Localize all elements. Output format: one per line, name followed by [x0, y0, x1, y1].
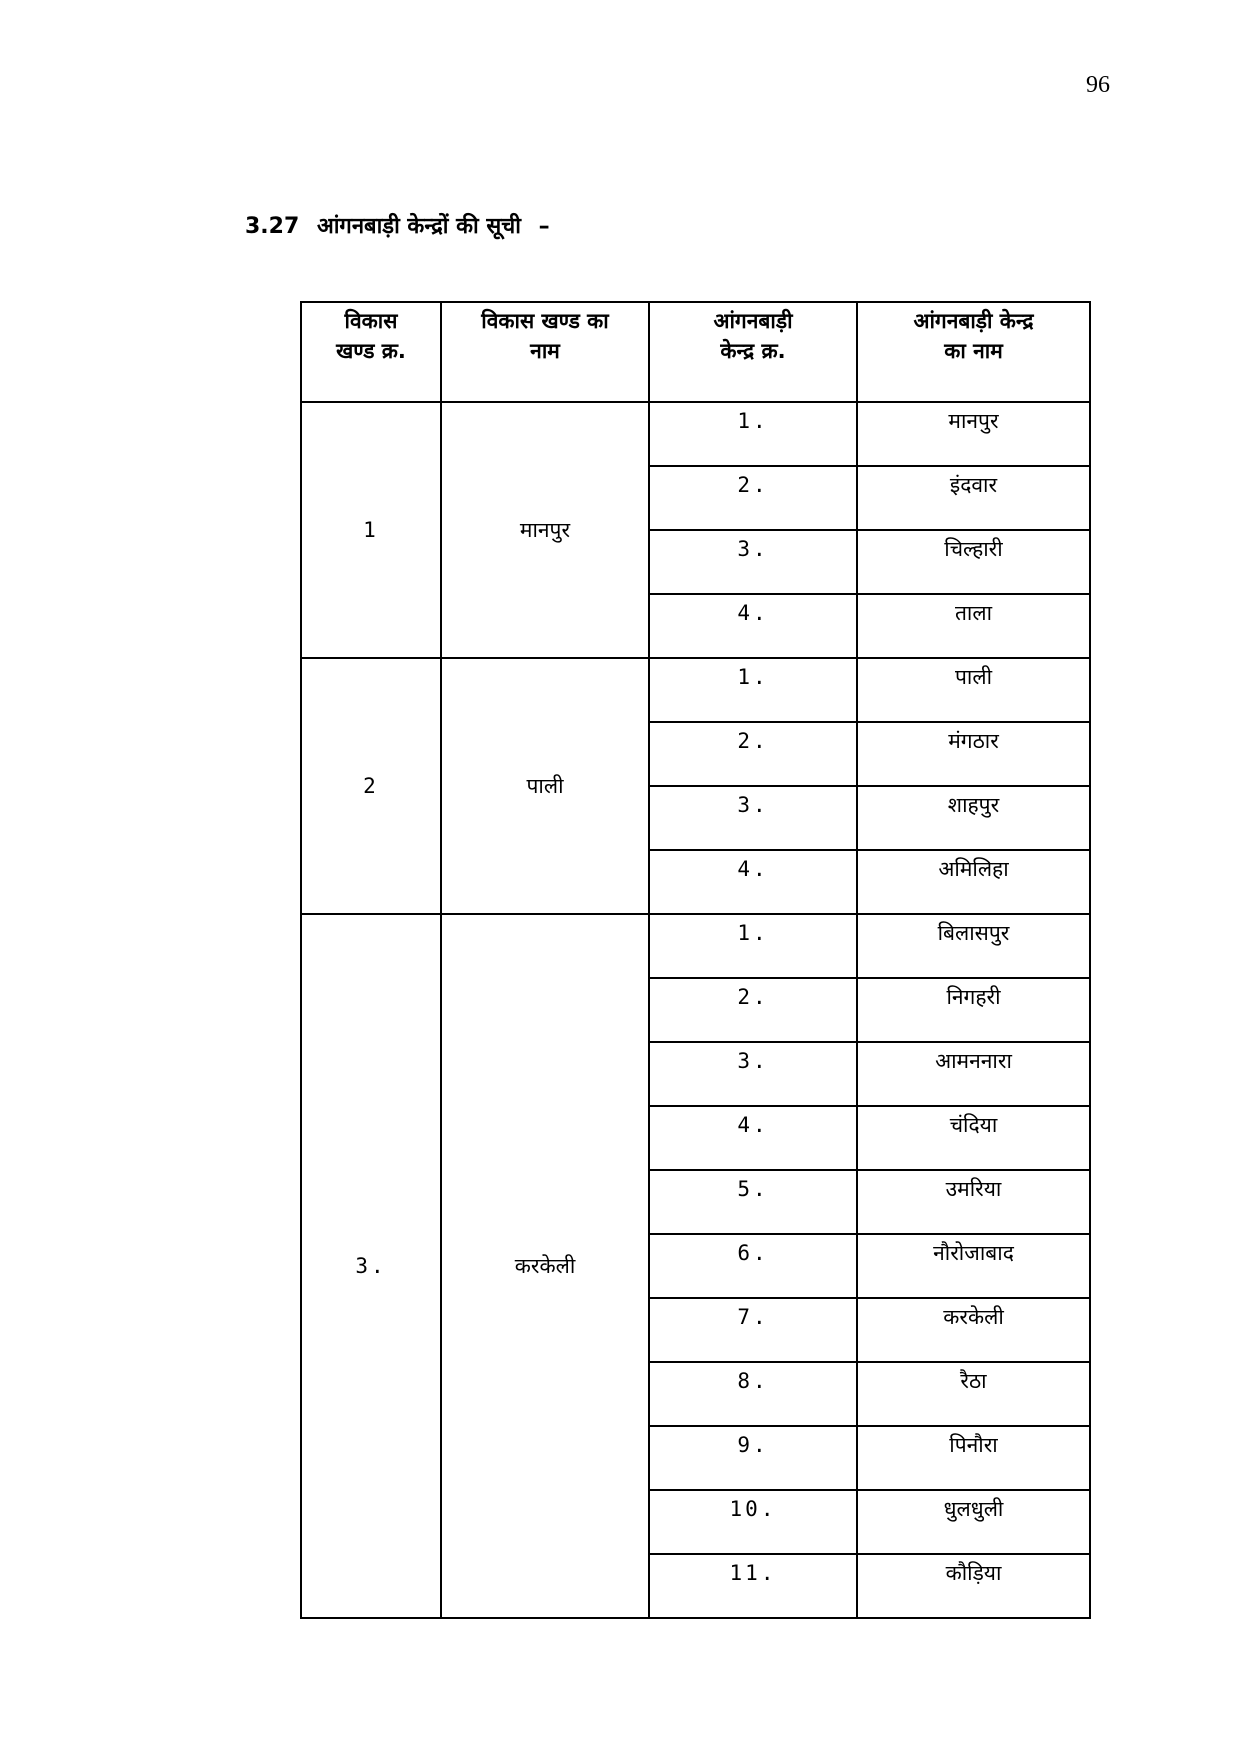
center-name-cell: रैठा: [857, 1362, 1090, 1426]
center-number-cell: 2.: [649, 978, 857, 1042]
center-name-cell: चिल्हारी: [857, 530, 1090, 594]
center-name-cell: करकेली: [857, 1298, 1090, 1362]
header-line: केन्द्र क्र.: [720, 339, 786, 363]
header-block-number: [301, 302, 441, 402]
center-number-cell: 3.: [649, 1042, 857, 1106]
block-name-cell: करकेली: [441, 914, 649, 1618]
header-line: विकास: [344, 309, 398, 333]
anganwadi-centers-table: [300, 301, 1091, 1619]
center-number-cell: 9.: [649, 1426, 857, 1490]
header-line: का नाम: [944, 339, 1003, 363]
center-name-cell: मानपुर: [857, 402, 1090, 466]
center-number-cell: 11.: [649, 1554, 857, 1618]
section-title: आंगनबाड़ी केन्द्रों की सूची: [316, 214, 521, 239]
table-row: [301, 402, 1090, 466]
center-name-cell: अमिलिहा: [857, 850, 1090, 914]
center-name-cell: पाली: [857, 658, 1090, 722]
center-name-cell: ताला: [857, 594, 1090, 658]
center-name-cell: चंदिया: [857, 1106, 1090, 1170]
header-line: नाम: [530, 339, 560, 363]
table-row: [301, 658, 1090, 722]
center-name-cell: उमरिया: [857, 1170, 1090, 1234]
center-name-cell: कौड़िया: [857, 1554, 1090, 1618]
center-number-cell: 1.: [649, 402, 857, 466]
header-line: विकास खण्ड का: [481, 309, 609, 333]
center-number-cell: 2.: [649, 722, 857, 786]
table-row: [301, 914, 1090, 978]
center-name-cell: शाहपुर: [857, 786, 1090, 850]
section-dash: –: [538, 214, 550, 239]
center-number-cell: 1.: [649, 658, 857, 722]
center-number-cell: 8.: [649, 1362, 857, 1426]
center-number-cell: 4.: [649, 1106, 857, 1170]
center-number-cell: 4.: [649, 850, 857, 914]
header-center-number: [649, 302, 857, 402]
center-number-cell: 2.: [649, 466, 857, 530]
header-line: खण्ड क्र.: [336, 339, 406, 363]
center-name-cell: आमननारा: [857, 1042, 1090, 1106]
section-number: 3.27: [245, 214, 300, 239]
block-name-cell: मानपुर: [441, 402, 649, 658]
center-number-cell: 3.: [649, 786, 857, 850]
center-name-cell: मंगठार: [857, 722, 1090, 786]
center-number-cell: 4.: [649, 594, 857, 658]
header-line: आंगनबाड़ी: [713, 309, 793, 333]
center-number-cell: 10.: [649, 1490, 857, 1554]
center-name-cell: पिनौरा: [857, 1426, 1090, 1490]
table-body: [301, 402, 1090, 1618]
center-name-cell: नौरोजाबाद: [857, 1234, 1090, 1298]
block-number-cell: 2: [301, 658, 441, 914]
header-row: [301, 302, 1090, 402]
header-line: आंगनबाड़ी केन्द्र: [913, 309, 1034, 333]
center-name-cell: निगहरी: [857, 978, 1090, 1042]
center-number-cell: 7.: [649, 1298, 857, 1362]
center-name-cell: बिलासपुर: [857, 914, 1090, 978]
header-block-name: [441, 302, 649, 402]
header-center-name: [857, 302, 1090, 402]
center-number-cell: 6.: [649, 1234, 857, 1298]
center-number-cell: 5.: [649, 1170, 857, 1234]
center-name-cell: धुलधुली: [857, 1490, 1090, 1554]
center-number-cell: 1.: [649, 914, 857, 978]
center-number-cell: 3.: [649, 530, 857, 594]
block-name-cell: पाली: [441, 658, 649, 914]
center-name-cell: इंदवार: [857, 466, 1090, 530]
section-heading: [245, 210, 560, 240]
block-number-cell: 3.: [301, 914, 441, 1618]
block-number-cell: 1: [301, 402, 441, 658]
page-number: 96: [1086, 72, 1110, 98]
